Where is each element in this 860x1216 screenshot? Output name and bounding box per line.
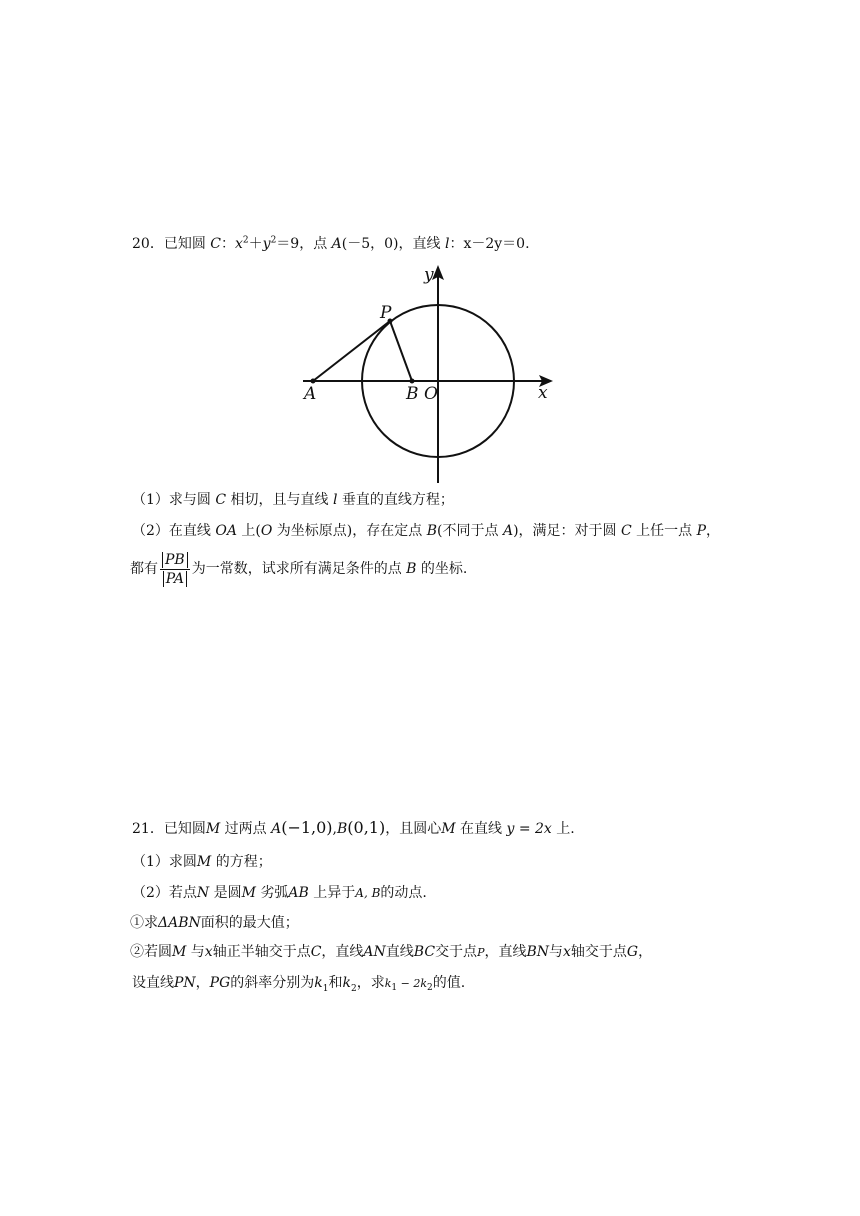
- q20-part2-cont: 都有 $\frac{PB}{PA}$ 为一常数，试求所有满足条件的点 B 的坐标.: [130, 551, 468, 587]
- q21-sub1: ①求ΔABN面积的最大值；: [130, 915, 299, 931]
- q20-part1: （1）求与圆 C 相切，且与直线 l 垂直的直线方程；: [132, 492, 454, 508]
- q21-number: 21．: [132, 821, 164, 837]
- q20-part2: （2）在直线 OA 上(O 为坐标原点)，存在定点 B(不同于点 A)，满足：对于圆 C 上任一点 P，: [132, 523, 721, 539]
- label-P: P: [380, 303, 392, 323]
- segment-AP: [313, 321, 390, 381]
- ratio-fraction: $\frac{PB}{PA}$: [160, 551, 190, 588]
- point-A: [311, 379, 316, 384]
- q21-sub2: ②若圆M 与x轴正半轴交于点C，直线AN直线BC交于点P，直线BN与x轴交于点G，: [130, 944, 653, 960]
- q21-part2: （2）若点N 是圆M 劣弧AB 上异于A, B的动点.: [132, 885, 427, 901]
- expr-k1-2k2: $k_1 - 2k_2$: [384, 977, 433, 994]
- label-A: A: [304, 384, 317, 404]
- label-O: O: [424, 384, 438, 404]
- q21-part1: （1）求圆M 的方程；: [132, 854, 272, 870]
- q21-last: 设直线PN，PG的斜率分别为$k_1$和$k_2$，求$k_1 - 2k_2$的值.: [132, 975, 466, 994]
- q20-number: 20．: [132, 236, 164, 252]
- label-x: x: [538, 383, 548, 403]
- q20-stem: 20．已知圆 C：$x^2+y^2=9$，点 A(－5，0)，直线 l：x－2y＝0.: [132, 235, 530, 252]
- point-B: [410, 379, 415, 384]
- segment-PB: [390, 321, 412, 381]
- q21-stem: 21．已知圆M 过两点 A(−1,0),B(0,1)，且圆心M 在直线 y = 2x 上.: [132, 818, 575, 837]
- label-y: y: [424, 265, 434, 285]
- label-B: B: [406, 384, 419, 404]
